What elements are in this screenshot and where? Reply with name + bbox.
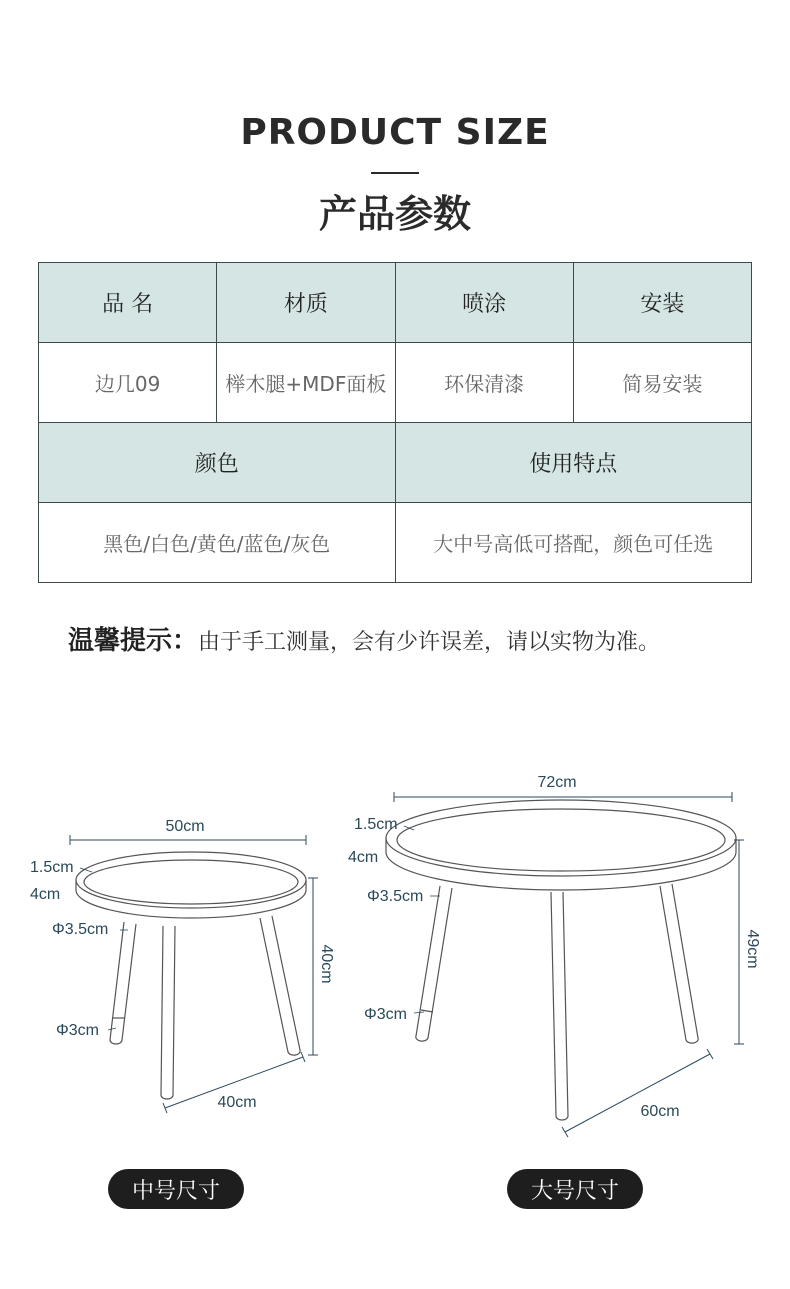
large-height-label: 49cm [744, 929, 761, 969]
large-leg-bottom-label: Φ3cm [364, 1006, 407, 1023]
value-color: 黑色/白色/黄色/蓝色/灰色 [39, 503, 396, 583]
tip-text: 由于手工测量，会有少许误差，请以实物为准。 [198, 630, 661, 655]
large-dimension-lines [394, 792, 744, 1137]
header-features: 使用特点 [395, 423, 752, 503]
large-tabletop-rim [386, 800, 736, 876]
medium-leg-front [161, 926, 175, 1099]
medium-table-drawing [76, 852, 306, 1099]
large-table-drawing [386, 800, 736, 1120]
large-size-badge: 大号尺寸 [507, 1169, 643, 1209]
medium-size-badge: 中号尺寸 [108, 1169, 244, 1209]
medium-thickness-label: 4cm [30, 886, 61, 903]
tip-note [68, 620, 660, 657]
spec-value-row-2 [39, 503, 752, 583]
large-leg-front [551, 892, 568, 1120]
header-color: 颜色 [39, 423, 396, 503]
medium-leg-top-label: Φ3.5cm [52, 921, 109, 938]
large-rim-label: 1.5cm [354, 816, 398, 833]
header-product-name: 品 名 [39, 263, 217, 343]
large-leg-right [660, 884, 698, 1043]
tip-label: 温馨提示： [68, 626, 199, 656]
medium-depth-label: 40cm [217, 1094, 257, 1111]
medium-leg-bottom-label: Φ3cm [56, 1022, 99, 1039]
spec-table [38, 262, 752, 583]
large-tabletop-inner [397, 809, 725, 871]
medium-rim-label: 1.5cm [30, 859, 74, 876]
title-chinese: 产品参数 [318, 192, 471, 236]
spec-header-row-1 [39, 263, 752, 343]
medium-width-label: 50cm [165, 818, 205, 835]
large-leg-left [416, 886, 452, 1041]
spec-header-row-2 [39, 423, 752, 503]
value-material: 榉木腿+MDF面板 [217, 343, 395, 423]
header-installation: 安装 [573, 263, 751, 343]
medium-dimension-lines [70, 835, 318, 1113]
large-tabletop-side [386, 838, 736, 890]
medium-leg-right [260, 916, 300, 1055]
medium-leg-left [110, 922, 136, 1044]
medium-tabletop-inner [84, 860, 298, 904]
large-depth-label: 60cm [640, 1103, 680, 1120]
large-thickness-label: 4cm [348, 849, 379, 866]
header-finish: 喷涂 [395, 263, 573, 343]
value-product-name: 边几09 [39, 343, 217, 423]
medium-tabletop-side [76, 880, 306, 918]
size-diagram [0, 740, 790, 1160]
title-divider [371, 172, 419, 174]
large-leg-top-label: Φ3.5cm [367, 888, 424, 905]
medium-height-label: 40cm [318, 944, 335, 984]
value-finish: 环保清漆 [395, 343, 573, 423]
value-installation: 简易安装 [573, 343, 751, 423]
value-features: 大中号高低可搭配，颜色可任选 [395, 503, 752, 583]
spec-value-row-1 [39, 343, 752, 423]
large-width-label: 72cm [537, 774, 577, 791]
header-material: 材质 [217, 263, 395, 343]
title-english: PRODUCT SIZE [240, 112, 550, 153]
